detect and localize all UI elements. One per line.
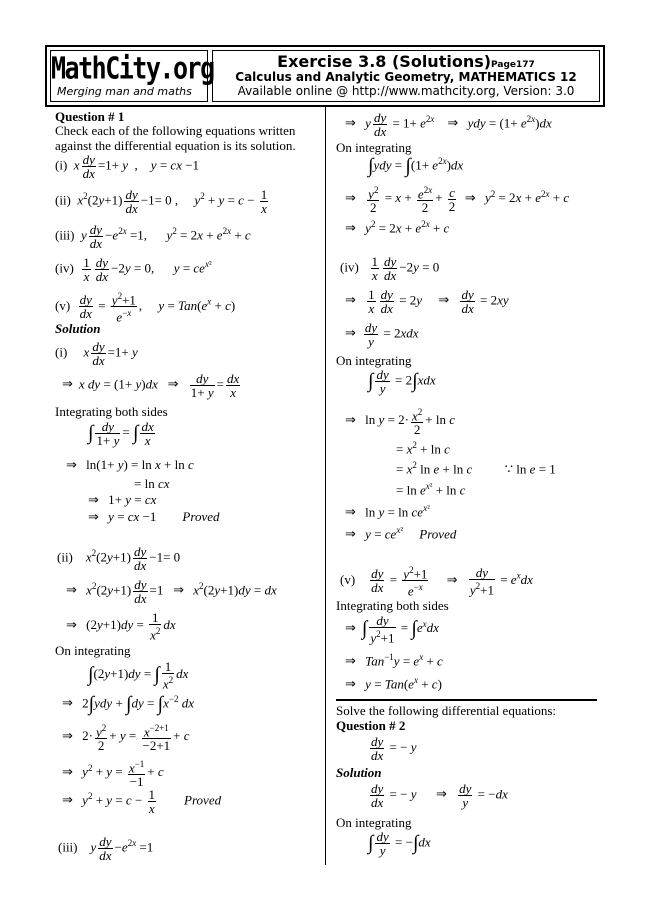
- solution-v-final: ⇒ $y = Tan(e^x + c)$: [345, 675, 442, 693]
- solution-ii-simplify: ⇒ $y^2 + y$ = $\frac{x^{-1}}{-1}$ + c: [62, 759, 164, 790]
- on-integrating-right-2: On integrating: [336, 353, 412, 368]
- integrating-both-sides-right: Integrating both sides: [336, 598, 449, 613]
- exercise-subtitle: Calculus and Analytic Geometry, MATHEMATICS 12: [235, 70, 577, 84]
- solution-iv-start: (iv) $\frac{1}{x}$ $\frac{dy}{dx}$ −2y = 0: [340, 254, 440, 283]
- question-2-separate: $\frac{dy}{dx}$ = − y ⇒ $\frac{dy}{y}$ = −dx: [371, 781, 508, 810]
- solution-iii-final: ⇒ $y^2 = 2x + e^{2x} + c$: [345, 219, 450, 237]
- solution-iv-step-b: = $x^2$ ln e + ln c ∵ ln e = 1: [396, 460, 556, 477]
- question-2-solution-heading: Solution: [336, 765, 382, 780]
- solution-i-integral: ∫ $\frac{dy}{1+ y}$ = ∫ $\frac{dx}{x}$: [88, 419, 154, 448]
- logo: MathCity.org: [51, 51, 214, 86]
- question-2-heading: Question # 2: [336, 718, 406, 733]
- solution-iv-step-d: ⇒ $\ln y = \ln ce^{x^2}$: [345, 503, 430, 521]
- solution-iv-final: ⇒ $y = ce^{x^2}$ Proved: [345, 525, 457, 543]
- question-1-heading: Question # 1: [55, 109, 125, 124]
- solution-iv-step: ⇒ $\frac{1}{x}$ $\frac{dy}{dx}$ = 2y ⇒ $\frac{dy}{dx}$ = 2xy: [345, 287, 509, 316]
- solution-iv-step-c: = $\ln e^{x^2} + \ln c$: [396, 481, 466, 498]
- solution-i-start: (i) x $\frac{dy}{dx}$ =1+ y: [55, 339, 138, 368]
- title-box: [212, 50, 600, 102]
- solution-iv-ln: ⇒ ln y = 2· $\frac{x^2}{2}$ + ln c: [345, 407, 455, 438]
- solution-iv-step-a: = $x^2 + \ln c$: [396, 440, 450, 457]
- solution-iii-integral: $\int ydy = \int(1+ e^{2x})dx$: [368, 155, 464, 177]
- solution-i-ln: ⇒ ln(1+ y) = ln x + ln c: [66, 457, 194, 473]
- solution-iii-result: ⇒ $\frac{y^2}{2}$ = x + $\frac{e^{2x}}{2}$ + $\frac{c}{2}$ ⇒ $y^2 = 2x + e^{2x} + c$: [345, 184, 570, 216]
- page-number: Page177: [491, 60, 535, 70]
- solution-i-result: ⇒ 1+ y = cx: [88, 492, 157, 508]
- question-2-integral: ∫ $\frac{dy}{y}$ = −∫dx: [368, 829, 431, 858]
- solution-iii-step: ⇒ y $\frac{dy}{dx}$ = $1+ e^{2x}$ ⇒ ydy = $(1+ e^{2x})dx$: [345, 110, 552, 139]
- solution-ii-step: ⇒ $x^2(2y+1)$ $\frac{dy}{dx}$ =1 ⇒ $x^2(2y+1)dy$ = dx: [66, 577, 277, 606]
- solution-ii-final: ⇒ $y^2 + y = c$ − $\frac{1}{x}$ Proved: [62, 787, 222, 816]
- solution-i-final: ⇒ y = cx −1 Proved: [88, 509, 220, 525]
- question-2-equation: $\frac{dy}{dx}$ = − y: [371, 734, 417, 763]
- availability-line: Available online @ http://www.mathcity.org, Version: 3.0: [237, 84, 575, 98]
- page-header: [45, 45, 605, 107]
- question-1-intro-2: against the differential equation is its solution.: [55, 138, 296, 153]
- solution-ii-integral: ∫(2y+1)dy = ∫ $\frac{1}{x^2}$ dx: [88, 659, 189, 692]
- on-integrating-right: On integrating: [336, 140, 412, 155]
- solution-i-step: ⇒ x dy = (1+ y)dx ⇒ $\frac{dy}{1+ y}$ = $\frac{dx}{x}$: [62, 371, 240, 400]
- equation-item-i: (i) x $\frac{dy}{dx}$ =1+ y , y = cx −1: [55, 152, 200, 181]
- solution-v-integral: ⇒ ∫ $\frac{dy}{y^2+1}$ = $\int e^xdx$: [345, 613, 439, 646]
- solution-ii-split: ⇒ $2\int ydy + \int dy = \int x^{-2}$ dx: [62, 693, 195, 715]
- solution-v-tan: ⇒ $Tan^{-1}y = e^x + c$: [345, 652, 443, 670]
- solution-iii-start: (iii) y $\frac{dy}{dx}$ $-e^{2x} =1$: [58, 834, 154, 863]
- section-rule: [336, 699, 597, 701]
- solution-v-start: (v) $\frac{dy}{dx}$ = $\frac{y^2+1}{e^{-x}}$ ⇒ $\frac{dy}{y^2+1}$ = $e^xdx$: [340, 564, 533, 599]
- solution-heading: Solution: [55, 321, 101, 336]
- solve-heading: Solve the following differential equations:: [336, 703, 556, 718]
- solution-iv-separate: ⇒ $\frac{dy}{y}$ = 2xdx: [345, 320, 419, 349]
- column-divider: [325, 107, 326, 865]
- solution-i-lncx: = ln cx: [134, 476, 170, 491]
- exercise-title: Exercise 3.8 (Solutions)Page177: [277, 52, 535, 71]
- equation-item-ii: (ii) $x^2(2y+1)$ $\frac{dy}{dx}$ −1= 0 , $y^2 + y = c$ − $\frac{1}{x}$: [55, 187, 268, 216]
- equation-item-iv: (iv) $\frac{1}{x}$ $\frac{dy}{dx}$ −2y = 0, $y = ce^{x^2}$: [55, 255, 212, 284]
- solution-ii-start: (ii) $x^2(2y+1)$ $\frac{dy}{dx}$ −1= 0: [57, 544, 181, 573]
- solution-iv-integral: ∫ $\frac{dy}{y}$ = 2∫xdx: [368, 367, 436, 396]
- on-integrating-left: On integrating: [55, 643, 131, 658]
- solution-ii-step-2: ⇒ (2y+1)dy = $\frac{1}{x^2}$ dx: [66, 610, 176, 643]
- question-1-intro: Check each of the following equations written: [55, 123, 296, 138]
- logo-box: [50, 50, 214, 102]
- logo-tagline: Merging man and maths: [57, 85, 192, 98]
- equation-item-v: (v) $\frac{dy}{dx}$ = $\frac{y^2+1}{e^{-x}}$ , $y = Tan(e^x + c)$: [55, 291, 236, 325]
- integrating-both-sides: Integrating both sides: [55, 404, 168, 419]
- on-integrating-right-3: On integrating: [336, 815, 412, 830]
- equation-item-iii: (iii) y $\frac{dy}{dx}$ $-e^{2x} =1$, $y^2 = 2x + e^{2x} + c$: [55, 222, 251, 251]
- solution-ii-power: ⇒ 2· $\frac{y^2}{2}$ + y = $\frac{x^{-2+1}}{-2+1}$ + c: [62, 723, 190, 754]
